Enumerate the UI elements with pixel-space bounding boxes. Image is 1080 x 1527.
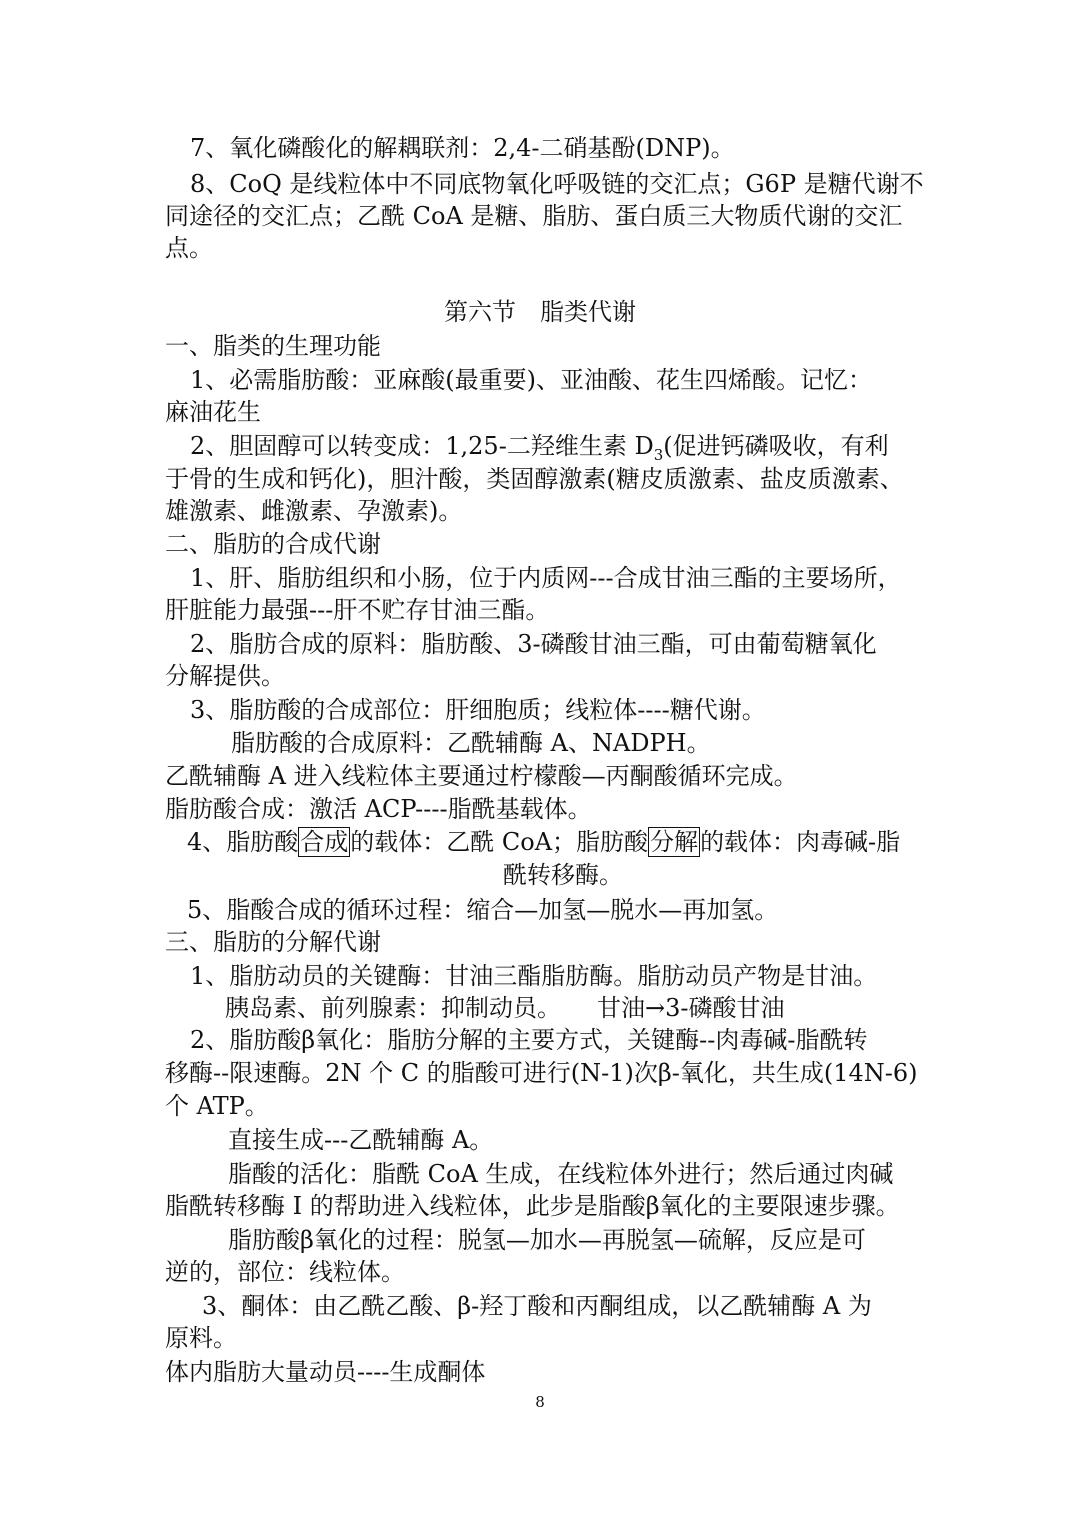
- boxed-term: 分解: [650, 828, 699, 856]
- text-segment: 4、脂肪酸: [187, 828, 299, 856]
- text-line: 脂肪酸合成：激活 ACP----脂酰基载体。: [165, 795, 592, 823]
- text-line: 原料。: [165, 1324, 237, 1352]
- text-line: 直接生成---乙酰辅酶 A。: [228, 1126, 494, 1154]
- heading: 三、脂肪的分解代谢: [165, 928, 381, 956]
- page-number: 8: [535, 1393, 545, 1411]
- text-line: 2、脂肪酸β氧化：脂肪分解的主要方式，关键酶--肉毒碱-脂酰转: [190, 1026, 868, 1054]
- text-line: 胰岛素、前列腺素：抑制动员。 甘油→3-磷酸甘油: [225, 994, 785, 1022]
- text-line: 7、氧化磷酸化的解耦联剂：2,4-二硝基酚(DNP)。: [190, 134, 735, 162]
- text-line: 脂酸的活化：脂酰 CoA 生成，在线粒体外进行；然后通过肉碱: [228, 1160, 894, 1188]
- section-title: 第六节 脂类代谢: [444, 298, 636, 326]
- text-line: 1、必需脂肪酸：亚麻酸(最重要)、亚油酸、花生四烯酸。记忆：: [190, 366, 872, 394]
- text-line: 酰转移酶。: [503, 861, 623, 889]
- text-line: 8、CoQ 是线粒体中不同底物氧化呼吸链的交汇点；G6P 是糖代谢不: [190, 170, 924, 198]
- text-line: 分解提供。: [165, 662, 285, 690]
- boxed-term: 合成: [300, 828, 349, 856]
- text-line: 个 ATP。: [165, 1092, 269, 1120]
- text-line: 肝脏能力最强---肝不贮存甘油三酯。: [165, 596, 550, 624]
- heading: 一、脂类的生理功能: [165, 332, 381, 360]
- text-line: 移酶--限速酶。2N 个 C 的脂酸可进行(N-1)次β-氧化，共生成(14N-6): [165, 1059, 918, 1087]
- text-line: 脂酰转移酶 I 的帮助进入线粒体，此步是脂酸β氧化的主要限速步骤。: [165, 1192, 900, 1220]
- text-line: 5、脂酸合成的循环过程：缩合—加氢—脱水—再加氢。: [187, 896, 779, 924]
- text-line: 体内脂肪大量动员----生成酮体: [165, 1358, 486, 1386]
- text-line: [165, 826, 957, 859]
- text-segment: 的载体：肉毒碱-脂: [700, 828, 901, 856]
- text-line: 麻油花生: [165, 398, 261, 426]
- text-segment: 2、胆固醇可以转变成：1,25-二羟维生素 D: [190, 432, 654, 460]
- text-line: 1、肝、脂肪组织和小肠，位于内质网---合成甘油三酯的主要场所，: [190, 564, 902, 592]
- text-line: 3、脂肪酸的合成部位：肝细胞质；线粒体----糖代谢。: [190, 696, 766, 724]
- text-line: 同途径的交汇点；乙酰 CoA 是糖、脂肪、蛋白质三大物质代谢的交汇: [165, 202, 903, 230]
- text-line: 2、脂肪合成的原料：脂肪酸、3-磷酸甘油三酯，可由葡萄糖氧化: [190, 630, 877, 658]
- subscript: 3: [653, 445, 664, 464]
- text-line: 乙酰辅酶 A 进入线粒体主要通过柠檬酸—丙酮酸循环完成。: [165, 762, 798, 790]
- text-line: 雄激素、雌激素、孕激素)。: [165, 497, 463, 525]
- text-line: 逆的，部位：线粒体。: [165, 1258, 405, 1286]
- text-line: 于骨的生成和钙化)，胆汁酸，类固醇激素(糖皮质激素、盐皮质激素、: [165, 465, 904, 493]
- text-line: 脂肪酸β氧化的过程：脱氢—加水—再脱氢—硫解，反应是可: [228, 1226, 866, 1254]
- heading: 二、脂肪的合成代谢: [165, 530, 381, 558]
- text-line: 1、脂肪动员的关键酶：甘油三酯脂肪酶。脂肪动员产物是甘油。: [190, 962, 878, 990]
- text-segment: (促进钙磷吸收，有利: [663, 432, 889, 460]
- text-line: 3、酮体：由乙酰乙酸、β-羟丁酸和丙酮组成，以乙酰辅酶 A 为: [202, 1292, 872, 1320]
- text-line: 脂肪酸的合成原料：乙酰辅酶 A、NADPH。: [231, 729, 711, 757]
- text-segment: 的载体：乙酰 CoA；脂肪酸: [350, 828, 649, 856]
- text-line: 点。: [165, 234, 213, 262]
- text-line: [165, 430, 960, 463]
